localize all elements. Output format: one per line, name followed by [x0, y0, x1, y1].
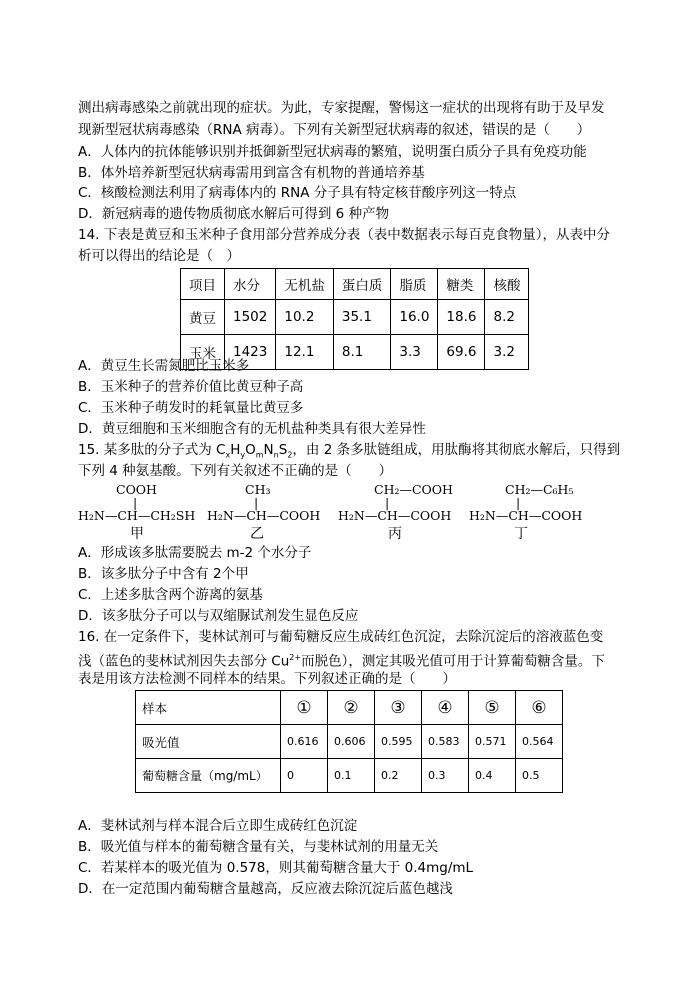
- table-cell: 8.2: [485, 300, 529, 335]
- row-label: 葡萄糖含量（mg/mL）: [136, 759, 281, 793]
- formula-n: N: [263, 442, 274, 458]
- q16-stem-line-2: [78, 648, 605, 672]
- table-cell: 12.1: [276, 335, 334, 370]
- sample-number: ①: [281, 691, 328, 725]
- mol-bond: |: [133, 495, 138, 510]
- q13-option-b: B．体外培养新型冠状病毒需用到富含有机物的普通培养基: [78, 165, 425, 181]
- mol-top-group: CH₃: [245, 482, 271, 497]
- header-cell: 水分: [225, 269, 276, 300]
- absorbance-value: 0.606: [328, 725, 375, 759]
- mol-bond: |: [516, 495, 521, 510]
- table-cell: 玉米: [181, 335, 225, 370]
- mol-bond: |: [254, 495, 259, 510]
- mol-main-chain: H₂N—CH—COOH: [338, 508, 452, 523]
- mol-top-group: CH₂—C₆H₅: [505, 482, 574, 497]
- cu-charge: 2+: [289, 653, 302, 662]
- table-cell: 1502: [225, 300, 276, 335]
- q16-option-c: C．若某样本的吸光值为 0.578，则其葡萄糖含量大于 0.4mg/mL: [78, 860, 474, 876]
- nutrition-table-header-row: [181, 269, 529, 300]
- sample-number: ③: [375, 691, 422, 725]
- mol-name: 丁: [514, 526, 528, 542]
- sample-number: ⑤: [469, 691, 516, 725]
- q15-stem-pre: 15. 某多肽的分子式为 C: [78, 442, 226, 458]
- table-cell: 16.0: [391, 300, 438, 335]
- formula-s: S: [278, 442, 288, 458]
- mol-name: 丙: [388, 526, 402, 542]
- glucose-value: 0.5: [516, 759, 563, 793]
- glucose-value: 0.3: [422, 759, 469, 793]
- q15-option-c: C．上述多肽含两个游离的氨基: [78, 587, 263, 603]
- q13-option-a: A．人体内的抗体能够识别并抵御新型冠状病毒的繁殖，说明蛋白质分子具有免疫功能: [78, 144, 587, 160]
- q16-stem-pre: 浅（蓝色的斐林试剂因失去部分 Cu: [78, 653, 290, 670]
- formula-sub-x: x: [225, 450, 231, 460]
- q13-option-d: D．新冠病毒的遗传物质彻底水解后可得到 6 种产物: [78, 206, 390, 222]
- table-row: [136, 691, 563, 725]
- absorbance-value: 0.583: [422, 725, 469, 759]
- glucose-value: 0.4: [469, 759, 516, 793]
- q14-option-a: A．黄豆生长需氮肥比玉米多: [78, 358, 250, 374]
- row-label: 吸光值: [136, 725, 281, 759]
- absorbance-table: [135, 690, 563, 793]
- formula-sub-y: y: [240, 450, 246, 460]
- table-cell: 黄豆: [181, 300, 225, 335]
- q13-option-c: C．核酸检测法利用了病毒体内的 RNA 分子具有特定核苷酸序列这一特点: [78, 185, 517, 201]
- amino-acid-yi: [207, 482, 327, 542]
- q15-option-b: B．该多肽分子中含有 2个甲: [78, 566, 249, 582]
- q15-option-a: A．形成该多肽需要脱去 m-2 个水分子: [78, 545, 312, 561]
- q16-option-d: D．在一定范围内葡萄糖含量越高，反应液去除沉淀后蓝色越浅: [78, 881, 453, 897]
- absorbance-value: 0.564: [516, 725, 563, 759]
- header-cell: 核酸: [485, 269, 529, 300]
- glucose-value: 0.1: [328, 759, 375, 793]
- formula-h: H: [230, 442, 241, 458]
- q14-stem-line-2: 析可以得出的结论是（ ）: [78, 248, 240, 264]
- q14-option-c: C．玉米种子萌发时的耗氧量比黄豆多: [78, 400, 304, 416]
- absorbance-value: 0.571: [469, 725, 516, 759]
- header-cell: 脂质: [391, 269, 438, 300]
- table-cell: 35.1: [333, 300, 391, 335]
- sample-number: ⑥: [516, 691, 563, 725]
- q16-option-b: B．吸光值与样本的葡萄糖含量有关，与斐林试剂的用量无关: [78, 839, 439, 855]
- intro-line-2: 现新型冠状病毒感染（RNA 病毒）。下列有关新型冠状病毒的叙述，错误的是（ ）: [78, 122, 591, 138]
- header-cell: 蛋白质: [333, 269, 391, 300]
- table-cell: 3.2: [485, 335, 529, 370]
- q15-stem-line-2: 下列 4 种氨基酸。下列有关叙述不正确的是（ ）: [78, 463, 393, 479]
- glucose-value: 0.2: [375, 759, 422, 793]
- sample-number: ②: [328, 691, 375, 725]
- mol-name: 乙: [250, 526, 264, 542]
- formula-sub-m: m: [255, 450, 264, 460]
- table-cell: 3.3: [391, 335, 438, 370]
- mol-main-chain: H₂N—CH—COOH: [469, 508, 583, 523]
- table-row: [181, 300, 529, 335]
- formula-sub-n: n: [273, 450, 279, 460]
- q15-option-d: D．该多肽分子可以与双缩脲试剂发生显色反应: [78, 608, 359, 624]
- mol-main-chain: H₂N—CH—COOH: [207, 508, 321, 523]
- q16-stem-line-3: 表是用该方法检测不同样本的结果。下列叙述正确的是（ ）: [78, 671, 456, 687]
- mol-top-group: COOH: [116, 482, 157, 497]
- q16-stem-line-1: 16. 在一定条件下，斐林试剂可与葡萄糖反应生成砖红色沉淀，去除沉淀后的溶液蓝色变: [78, 629, 604, 645]
- q14-option-b: B．玉米种子的营养价值比黄豆种子高: [78, 379, 304, 395]
- formula-sub-2: 2: [287, 450, 293, 460]
- table-row: [136, 725, 563, 759]
- table-cell: 8.1: [333, 335, 391, 370]
- nutrition-table: [180, 268, 529, 370]
- formula-o: O: [245, 442, 256, 458]
- mol-main-chain: H₂N—CH—CH₂SH: [78, 508, 196, 523]
- mol-bond: |: [385, 495, 390, 510]
- q14-option-d: D．黄豆细胞和玉米细胞含有的无机盐种类具有很大差异性: [78, 421, 426, 437]
- q14-stem-line-1: 14. 下表是黄豆和玉米种子食用部分营养成分表（表中数据表示每百克食物量），从表中分: [78, 227, 611, 243]
- amino-acid-bing: [338, 482, 458, 542]
- table-row: [136, 759, 563, 793]
- table-cell: 1423: [225, 335, 276, 370]
- absorbance-value: 0.616: [281, 725, 328, 759]
- amino-acid-jia: [78, 482, 198, 542]
- table-cell: 18.6: [438, 300, 485, 335]
- header-cell: 糖类: [438, 269, 485, 300]
- header-cell: 无机盐: [276, 269, 334, 300]
- q15-stem-post: ，由 2 条多肽链组成，用肽酶将其彻底水解后，只得到: [292, 442, 621, 458]
- header-cell: 项目: [181, 269, 225, 300]
- absorbance-value: 0.595: [375, 725, 422, 759]
- row-label: 样本: [136, 691, 281, 725]
- mol-name: 甲: [130, 526, 144, 542]
- mol-top-group: CH₂—COOH: [374, 482, 453, 497]
- sample-number: ④: [422, 691, 469, 725]
- table-cell: 10.2: [276, 300, 334, 335]
- glucose-value: 0: [281, 759, 328, 793]
- amino-acid-ding: [469, 482, 589, 542]
- intro-line-1: 测出病毒感染之前就出现的症状。为此，专家提醒，警惕这一症状的出现将有助于及早发: [78, 100, 605, 116]
- table-cell: 69.6: [438, 335, 485, 370]
- q16-stem-post: 而脱色），测定其吸光值可用于计算葡萄糖含量。下: [301, 653, 605, 670]
- q16-option-a: A．斐林试剂与样本混合后立即生成砖红色沉淀: [78, 818, 358, 834]
